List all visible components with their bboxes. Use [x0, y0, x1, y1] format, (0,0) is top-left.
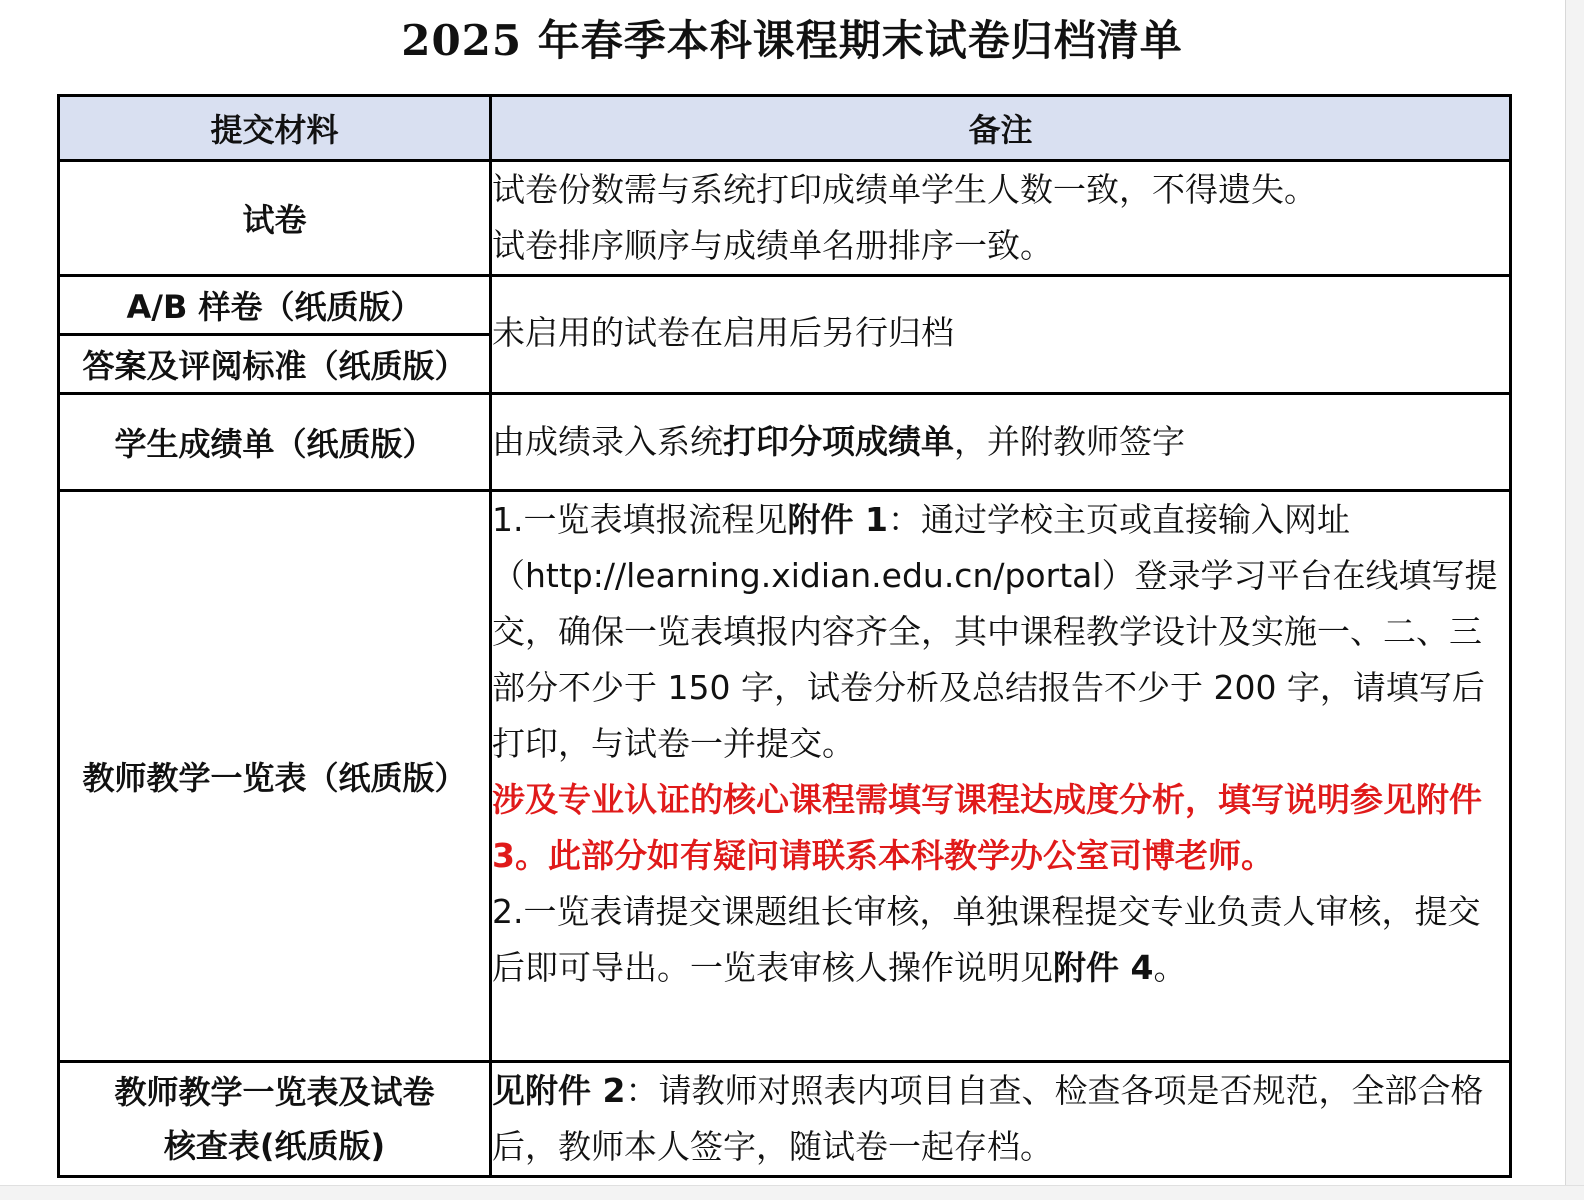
material-check-form-line2: 核查表(纸质版)	[163, 1127, 386, 1165]
remark-grades-bold: 打印分项成绩单	[723, 422, 954, 461]
material-exam: 试卷	[59, 161, 491, 276]
remark-teaching-p2	[492, 884, 1509, 996]
remark-grades-post: ，并附教师签字	[954, 422, 1185, 461]
material-check-form-line1: 教师教学一览表及试卷	[114, 1073, 435, 1111]
attachment-1-ref: 附件 1	[787, 500, 888, 539]
archive-checklist-table	[57, 94, 1512, 1178]
remark-exam-line2: 试卷排序顺序与成绩单名册排序一致。	[492, 226, 1053, 265]
document-title: 2025 年春季本科课程期末试卷归档清单	[401, 16, 1183, 65]
remark-teaching-p1	[492, 492, 1509, 772]
horizontal-scrollbar[interactable]	[0, 1185, 1584, 1200]
table-row-exam	[59, 161, 1511, 276]
material-answer-standard: 答案及评阅标准（纸质版）	[59, 335, 491, 394]
remark-teaching-p1-post: ：通过学校主页或直接输入网址（http://learning.xidian.edu.cn/portal）登录学习平台在线填写提交，确保一览表填报内容齐全，其中课程教学设计及实施一、二、三部分不少于 150 字，试卷分析及总结报告不少于 200 字，请填写后打印，与试卷一并提交。	[492, 500, 1498, 763]
header-remarks: 备注	[491, 96, 1511, 161]
remark-teaching-p2-pre: 2.一览表请提交课题组长审核，单独课程提交专业负责人审核，提交后即可导出。一览表审核人操作说明见	[492, 892, 1481, 987]
table-header-row	[59, 96, 1511, 161]
material-check-form	[59, 1062, 491, 1177]
remark-teaching	[491, 491, 1511, 1062]
remark-exam	[491, 161, 1511, 276]
table-row-grades	[59, 394, 1511, 491]
header-materials: 提交材料	[59, 96, 491, 161]
material-ab-sample: A/B 样卷（纸质版）	[59, 276, 491, 335]
vertical-scrollbar[interactable]	[1565, 0, 1584, 1200]
table-row-sample	[59, 276, 1511, 335]
remark-grades	[491, 394, 1511, 491]
remark-teaching-red-notice: 涉及专业认证的核心课程需填写课程达成度分析，填写说明参见附件 3。此部分如有疑问请联系本科教学办公室司博老师。	[492, 780, 1482, 875]
remark-teaching-p1-pre: 1.一览表填报流程见	[492, 500, 788, 539]
table-row-teaching	[59, 491, 1511, 1062]
remark-check	[491, 1062, 1511, 1177]
remark-check-post: ：请教师对照表内项目自查、检查各项是否规范，全部合格后，教师本人签字，随试卷一起存档。	[492, 1071, 1484, 1166]
material-grade-sheet: 学生成绩单（纸质版）	[59, 394, 491, 491]
remark-sample: 未启用的试卷在启用后另行归档	[491, 276, 1511, 394]
remark-teaching-p2-post: 。	[1153, 948, 1187, 987]
remark-grades-pre: 由成绩录入系统	[492, 422, 723, 461]
attachment-4-ref: 附件 4	[1053, 948, 1154, 987]
remark-exam-line1: 试卷份数需与系统打印成绩单学生人数一致，不得遗失。	[492, 170, 1317, 209]
attachment-2-ref: 见附件 2	[492, 1071, 626, 1110]
table-row-check	[59, 1062, 1511, 1177]
material-teaching-overview: 教师教学一览表（纸质版）	[59, 491, 491, 1062]
